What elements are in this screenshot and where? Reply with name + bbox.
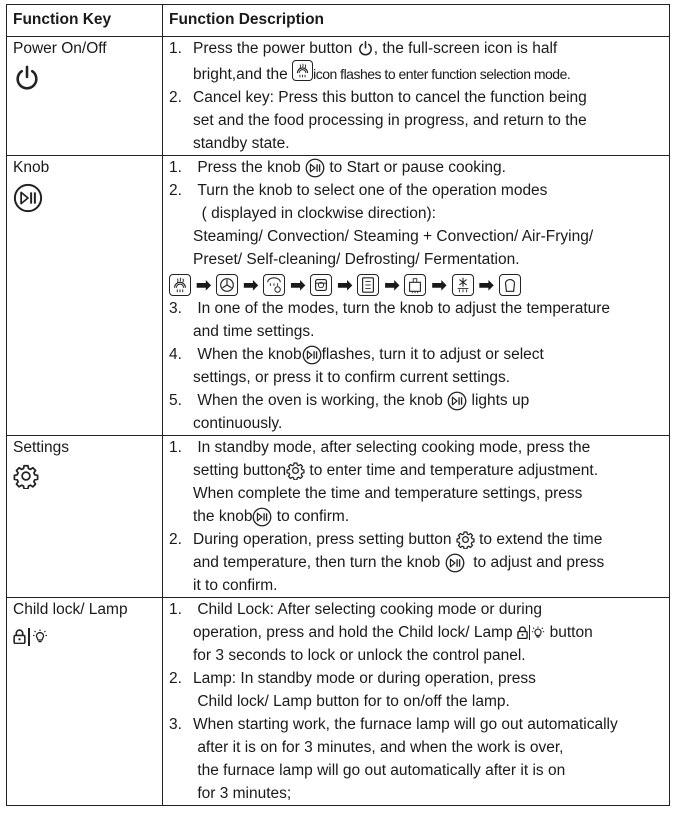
air-fry-icon — [310, 274, 332, 296]
settings-key-label: Settings — [13, 439, 70, 456]
bulb-icon — [32, 629, 48, 645]
arrow-right-icon: ➡ — [290, 275, 306, 295]
power-text: standby state. — [193, 135, 290, 152]
knob-text: When the oven is working, the knob — [197, 392, 443, 409]
knob-text: flashes, turn it to adjust or select — [321, 346, 544, 363]
convection-icon — [216, 274, 238, 296]
childlock-row — [7, 598, 670, 806]
power-key-cell — [7, 37, 163, 156]
knob-text: Turn the knob to select one of the operation modes — [197, 182, 548, 199]
settings-text: to extend the time — [479, 531, 603, 548]
list-number: 3. — [169, 716, 182, 733]
arrow-right-icon: ➡ — [243, 275, 259, 295]
power-text: , the full-screen icon is half — [373, 40, 558, 57]
settings-text: it to confirm. — [193, 577, 278, 594]
childlock-text: Lamp: In standby mode or during operation, press — [193, 670, 536, 687]
power-row — [7, 37, 670, 156]
childlock-key-label: Child lock/ Lamp — [13, 601, 128, 618]
arrow-right-icon: ➡ — [478, 275, 494, 295]
power-key-label: Power On/Off — [13, 40, 107, 57]
knob-text: lights up — [471, 392, 530, 409]
childlock-text: after it is on for 3 minutes, and when the work is over, — [197, 739, 564, 756]
power-text: bright,and the — [193, 66, 288, 83]
settings-description — [163, 436, 670, 598]
function-table — [6, 4, 670, 806]
self-clean-icon — [404, 274, 426, 296]
power-text: Press the power button — [193, 40, 353, 57]
header-function-description: Function Description — [163, 5, 670, 37]
knob-icon — [447, 391, 467, 411]
knob-row — [7, 156, 670, 436]
knob-icon — [13, 183, 43, 213]
settings-key-cell — [7, 436, 163, 598]
childlock-key-cell — [7, 598, 163, 806]
childlock-text: operation, press and hold the Child lock/ Lamp — [193, 624, 513, 641]
knob-text: to Start or pause cooking. — [329, 159, 506, 176]
bulb-icon — [531, 626, 545, 640]
knob-text: Press the knob — [197, 159, 301, 176]
knob-key-label: Knob — [13, 159, 50, 176]
power-text: set and the food processing in progress, and return to the — [193, 112, 587, 129]
settings-text: to enter time and temperature adjustment. — [309, 462, 599, 479]
knob-text: and time settings. — [193, 323, 315, 340]
settings-row — [7, 436, 670, 598]
settings-text: When complete the time and temperature settings, press — [193, 485, 583, 502]
knob-icon — [445, 553, 465, 573]
knob-text: continuously. — [193, 415, 283, 432]
settings-text: and temperature, then turn the knob — [193, 554, 441, 571]
knob-icon — [252, 507, 272, 527]
mode-sequence — [169, 271, 666, 297]
childlock-text: When starting work, the furnace lamp will go out automatically — [193, 716, 618, 733]
childlock-text: for 3 minutes; — [197, 785, 292, 802]
power-icon — [13, 64, 41, 92]
knob-icon — [302, 345, 322, 365]
list-number: 1. — [169, 40, 182, 57]
childlock-text: button — [549, 624, 593, 641]
list-number: 2. — [169, 182, 182, 199]
childlock-lamp-icon — [13, 625, 158, 648]
gear-icon — [456, 530, 475, 549]
knob-text: Preset/ Self-cleaning/ Defrosting/ Fermentation. — [193, 251, 520, 268]
power-description — [163, 37, 670, 156]
list-number: 5. — [169, 392, 182, 409]
settings-text: to confirm. — [276, 508, 350, 525]
steam-icon — [292, 60, 313, 81]
childlock-text: the furnace lamp will go out automatically after it is on — [197, 762, 566, 779]
knob-text: settings, or press it to confirm current settings. — [193, 369, 511, 386]
knob-text: In one of the modes, turn the knob to adjust the temperature — [197, 300, 611, 317]
childlock-text: Child lock/ Lamp button for to on/off the lamp. — [197, 693, 510, 710]
arrow-right-icon: ➡ — [196, 275, 212, 295]
list-number: 4. — [169, 346, 182, 363]
childlock-text: for 3 seconds to lock or unlock the control panel. — [193, 647, 526, 664]
list-number: 3. — [169, 300, 182, 317]
settings-text: to adjust and press — [473, 554, 605, 571]
settings-text: setting button — [193, 462, 287, 479]
settings-text: the knob — [193, 508, 253, 525]
defrost-icon — [452, 274, 474, 296]
knob-text: ( displayed in clockwise direction): — [201, 205, 436, 222]
list-number: 2. — [169, 89, 182, 106]
knob-icon — [305, 158, 325, 178]
list-number: 1. — [169, 601, 182, 618]
steam-icon — [169, 274, 191, 296]
power-text: Cancel key: Press this button to cancel the function being — [193, 89, 587, 106]
preset-icon — [357, 274, 379, 296]
childlock-description — [163, 598, 670, 806]
knob-text: Steaming/ Convection/ Steaming + Convection/ Air-Frying/ — [193, 228, 594, 245]
list-number: 2. — [169, 531, 182, 548]
knob-description — [163, 156, 670, 436]
power-icon — [357, 40, 374, 57]
childlock-text: Child Lock: After selecting cooking mode or during — [197, 601, 542, 618]
arrow-right-icon: ➡ — [384, 275, 400, 295]
knob-text: When the knob — [197, 346, 302, 363]
list-number: 1. — [169, 159, 182, 176]
arrow-right-icon: ➡ — [431, 275, 447, 295]
header-row — [7, 5, 670, 37]
arrow-right-icon: ➡ — [337, 275, 353, 295]
list-number: 1. — [169, 439, 182, 456]
power-text: icon flashes to enter function selection mode. — [313, 66, 571, 82]
lock-icon — [13, 629, 26, 644]
gear-icon — [286, 461, 305, 480]
steam-convection-icon — [263, 274, 285, 296]
header-function-key: Function Key — [7, 5, 163, 37]
gear-icon — [13, 463, 39, 489]
ferment-icon — [499, 274, 521, 296]
lock-icon — [517, 626, 528, 639]
knob-key-cell — [7, 156, 163, 436]
settings-text: In standby mode, after selecting cooking mode, press the — [197, 439, 591, 456]
settings-text: During operation, press setting button — [193, 531, 452, 548]
list-number: 2. — [169, 670, 182, 687]
